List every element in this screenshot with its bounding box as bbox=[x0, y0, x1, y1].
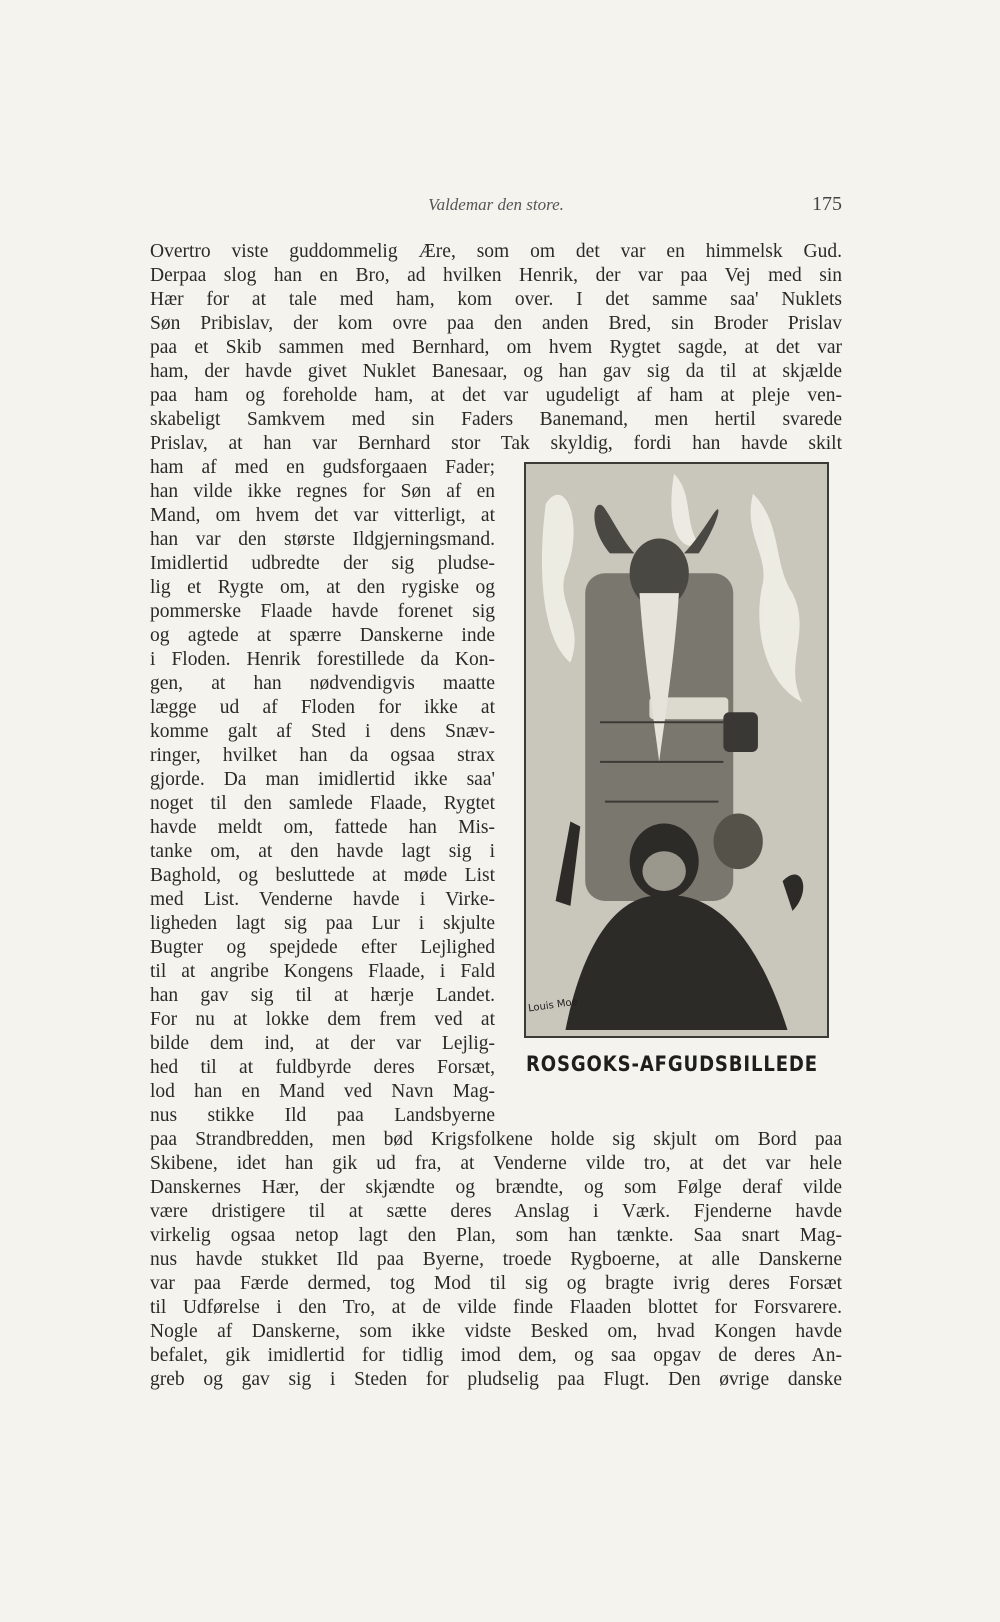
text-line: ham af med en gudsforgaaen Fader; bbox=[150, 457, 495, 478]
text-line: Bugter og spejdede efter Lejlighed bbox=[150, 937, 495, 958]
artist-signature: Louis Moe bbox=[527, 996, 579, 1015]
text-line: Mand, om hvem det var vitterligt, at bbox=[150, 505, 495, 526]
text-line: hed til at fuldbyrde deres Forsæt, bbox=[150, 1057, 495, 1078]
text-line: paa ham og foreholde ham, at det var ugudeligt af ham at pleje ven- bbox=[150, 385, 842, 406]
text-line: med List. Venderne havde i Virke- bbox=[150, 889, 495, 910]
text-line: noget til den samlede Flaade, Rygtet bbox=[150, 793, 495, 814]
text-line: befalet, gik imidlertid for tidlig imod dem, og saa opgav de deres An- bbox=[150, 1345, 842, 1366]
text-line: nus havde stukket Ild paa Byerne, troede Rygboerne, at alle Danskerne bbox=[150, 1249, 842, 1270]
text-line: Hær for at tale med ham, kom over. I det samme saa' Nuklets bbox=[150, 289, 842, 310]
text-line: virkelig ogsaa netop lagt den Plan, som han tænkte. Saa snart Mag- bbox=[150, 1225, 842, 1246]
text-line: skabeligt Samkvem med sin Faders Banemand, men hertil svarede bbox=[150, 409, 842, 430]
text-line: Derpaa slog han en Bro, ad hvilken Henrik, der var paa Vej med sin bbox=[150, 265, 842, 286]
text-line: lig et Rygte om, at den rygiske og bbox=[150, 577, 495, 598]
text-line: Skibene, idet han gik ud fra, at Venderne vilde tro, at det var hele bbox=[150, 1153, 842, 1174]
text-line: til Udførelse i den Tro, at de vilde finde Flaaden blottet for Forsvarere. bbox=[150, 1297, 842, 1318]
text-line: havde meldt om, fattede han Mis- bbox=[150, 817, 495, 838]
text-line: komme galt af Sted i dens Snæv- bbox=[150, 721, 495, 742]
text-line: Danskernes Hær, der skjændte og brændte, og som Følge deraf vilde bbox=[150, 1177, 842, 1198]
text-line: bilde dem ind, at der var Lejlig- bbox=[150, 1033, 495, 1054]
text-line: Overtro viste guddommelig Ære, som om det var en himmelsk Gud. bbox=[150, 241, 842, 262]
text-line: pommerske Flaade havde forenet sig bbox=[150, 601, 495, 622]
text-line: Prislav, at han var Bernhard stor Tak skyldig, fordi han havde skilt bbox=[150, 433, 842, 454]
illustration-caption: ROSGOKS-AFGUDSBILLEDE bbox=[526, 1052, 818, 1076]
idol-illustration bbox=[524, 462, 829, 1038]
text-line: han gav sig til at hærje Landet. bbox=[150, 985, 495, 1006]
running-head bbox=[150, 195, 842, 225]
text-line: og agtede at spærre Danskerne inde bbox=[150, 625, 495, 646]
text-line: var paa Færde dermed, tog Mod til sig og bragte ivrig deres Forsæt bbox=[150, 1273, 842, 1294]
running-title: Valdemar den store. bbox=[428, 195, 564, 214]
text-line: ham, der havde givet Nuklet Banesaar, og han gav sig da til at skjælde bbox=[150, 361, 842, 382]
text-line: nus stikke Ild paa Landsbyerne bbox=[150, 1105, 495, 1126]
text-line: han var den største Ildgjerningsmand. bbox=[150, 529, 495, 550]
text-line: være dristigere til at sætte deres Anslag i Værk. Fjenderne havde bbox=[150, 1201, 842, 1222]
text-line: gen, at han nødvendigvis maatte bbox=[150, 673, 495, 694]
text-line: greb og gav sig i Steden for pludselig paa Flugt. Den øvrige danske bbox=[150, 1369, 842, 1390]
text-line: ligheden lagt sig paa Lur i skjulte bbox=[150, 913, 495, 934]
text-line: han vilde ikke regnes for Søn af en bbox=[150, 481, 495, 502]
text-line: Søn Pribislav, der kom ovre paa den anden Bred, sin Broder Prislav bbox=[150, 313, 842, 334]
text-line: i Floden. Henrik forestillede da Kon- bbox=[150, 649, 495, 670]
text-line: paa Strandbredden, men bød Krigsfolkene holde sig skjult om Bord paa bbox=[150, 1129, 842, 1150]
text-line: Nogle af Danskerne, som ikke vidste Besked om, hvad Kongen havde bbox=[150, 1321, 842, 1342]
text-line: ringer, hvilket han da ogsaa strax bbox=[150, 745, 495, 766]
text-line: Imidlertid udbredte der sig pludse- bbox=[150, 553, 495, 574]
text-line: tanke om, at den havde lagt sig i bbox=[150, 841, 495, 862]
page-number: 175 bbox=[812, 193, 842, 215]
text-line: lod han en Mand ved Navn Mag- bbox=[150, 1081, 495, 1102]
text-line: paa et Skib sammen med Bernhard, om hvem Rygtet sagde, at det var bbox=[150, 337, 842, 358]
text-line: til at angribe Kongens Flaade, i Fald bbox=[150, 961, 495, 982]
text-line: For nu at lokke dem frem ved at bbox=[150, 1009, 495, 1030]
text-line: Baghold, og besluttede at møde List bbox=[150, 865, 495, 886]
text-line: gjorde. Da man imidlertid ikke saa' bbox=[150, 769, 495, 790]
text-line: lægge ud af Floden for ikke at bbox=[150, 697, 495, 718]
